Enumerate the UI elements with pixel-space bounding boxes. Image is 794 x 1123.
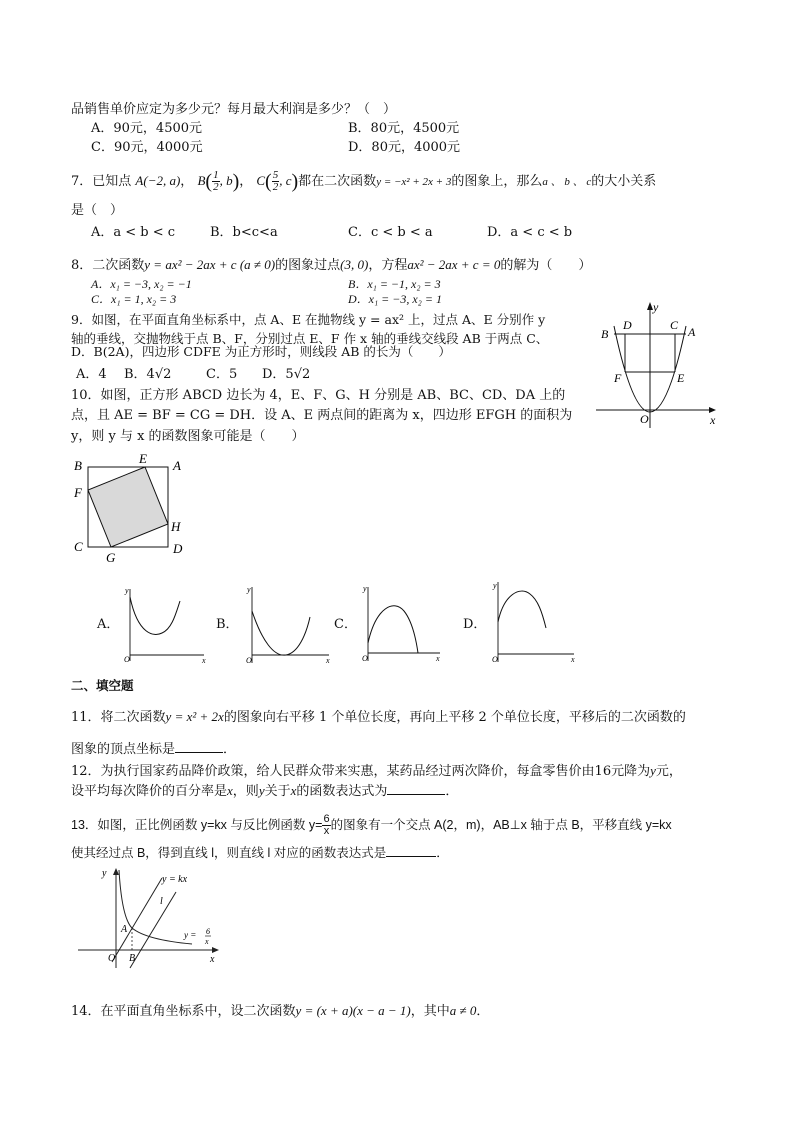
q9-line2: 轴的垂线，交抛物线于点 B、F，分别过点 E、F 作 x 轴的垂线交线段 AB 于两点 C、 — [71, 331, 549, 346]
q9-label-y: y — [653, 300, 659, 314]
q9-line1: 9．如图，在平面直角坐标系中，点 A、E 在抛物线 y = ax² 上，过点 A、E 分别作 y — [71, 312, 546, 327]
q13-line-l — [130, 892, 176, 968]
q11-stem — [71, 708, 686, 726]
q10b-y-label: y — [247, 585, 251, 594]
q13-frac — [322, 814, 330, 837]
q9-label-c: C — [670, 318, 679, 332]
q8-mid: 的图象过点 — [275, 258, 341, 273]
q10d-curve — [498, 591, 546, 628]
q7-option-c: C．c < b < a — [348, 225, 433, 240]
q14-pre: 14．在平面直角坐标系中，设二次函数 — [71, 1004, 296, 1019]
q12-end: ． — [445, 784, 459, 799]
q13-x-arrow — [212, 947, 219, 953]
q7-tail2: 的大小关系 — [591, 174, 657, 189]
q10-label-a: A — [173, 458, 181, 473]
q7-line2: 是（ ） — [71, 203, 124, 218]
q10a-x-label: x — [202, 656, 206, 665]
q9-option-d: D．5√2 — [262, 367, 311, 382]
q10c-o-label: O — [362, 654, 368, 663]
q13-y-arrow — [113, 868, 119, 875]
q8-stem — [71, 256, 591, 274]
q9-label-a: A — [688, 325, 696, 339]
q8-mid2: ，方程 — [368, 258, 408, 273]
q12-line1-end: 元， — [655, 764, 682, 779]
q10-label-g: G — [106, 550, 116, 565]
q10b-o-label: O — [246, 656, 252, 665]
q7-point-a: A(−2, a) — [135, 173, 181, 188]
q7-point-b-coord: , b — [219, 173, 233, 188]
q10-label-e: E — [139, 451, 147, 466]
q10-line3: y，则 y 与 x 的函数图象可能是（ ） — [71, 429, 305, 444]
q13-end: ． — [436, 846, 449, 860]
q6-tail: 品销售单价应定为多少元？每月最大利润是多少？（ ） — [71, 102, 397, 117]
q9-label-d: D — [623, 318, 632, 332]
q7-tail: 的图象上，那么 — [451, 174, 543, 189]
q10-inner-square — [88, 467, 168, 547]
q13-frac-num: 6 — [323, 813, 330, 825]
q13-label-xden: x — [205, 937, 209, 946]
q11-end: ． — [223, 742, 237, 757]
q9-label-x: x — [710, 413, 716, 427]
q7-frac-half-den: 2 — [213, 181, 219, 193]
q6-option-b: B．80元，4500元 — [348, 121, 460, 136]
q10d-o-label: O — [492, 655, 498, 664]
q14-cond: a ≠ 0 — [449, 1003, 477, 1018]
q10-option-a-label: A． — [97, 617, 120, 632]
q11-tail: 的图象向右平移 1 个单位长度，再向上平移 2 个单位长度，平移后的二次函数的 — [223, 710, 686, 725]
q7-point-b-label: B — [197, 173, 206, 188]
q12-line2-mid2: 关于 — [264, 784, 291, 799]
q13-tail: 的图象有一个交点 A(2，m)，AB⊥x 轴于点 B，平移直线 y=kx — [330, 817, 672, 832]
q13-label-y: y — [102, 868, 107, 879]
q6-option-c: C．90元，4000元 — [91, 140, 203, 155]
q7-num: 7．已知点 — [71, 174, 132, 189]
q7-mid: 都在二次函数 — [298, 174, 377, 189]
q12-line2-mid: ，则 — [232, 784, 259, 799]
q8-option-d: D．x₁ = −3, x₂ = 1 — [348, 292, 442, 306]
q7-vars: a 、 b 、 c — [542, 176, 592, 188]
q9-label-f: F — [614, 371, 622, 385]
q10a-o-label: O — [124, 655, 130, 664]
q7-frac-half-num: 1 — [213, 169, 219, 181]
q10-label-b: B — [74, 458, 82, 473]
q6-option-d: D．80元，4000元 — [348, 140, 461, 155]
q9-option-a: A．4 — [76, 367, 107, 382]
q12-var-x2: x — [290, 783, 297, 798]
q7-option-d: D．a < c < b — [487, 225, 573, 240]
q9-line3: D．B(2A)，四边形 CDFE 为正方形时，则线段 AB 的长为（ ） — [71, 344, 451, 359]
q12-var-x: x — [227, 783, 233, 798]
q6-option-a: A．90元，4500元 — [91, 121, 203, 136]
q7-point-c-label: C — [256, 173, 266, 188]
q14-end: ． — [476, 1004, 490, 1019]
q10a-curve — [130, 597, 180, 634]
q14-func: y = (x + a)(x − a − 1) — [295, 1003, 411, 1018]
q11-line2-text: 图象的顶点坐标是 — [71, 742, 176, 757]
q13-pre: 13．如图，正比例函数 y=kx 与反比例函数 y= — [71, 817, 323, 832]
q10-option-d-graph — [486, 578, 578, 664]
q12-line1-pre: 12．为执行国家药品降价政策，给人民群众带来实惠，某药品经过两次降价，每盒零售价由16元降为 — [71, 764, 651, 779]
q7-frac-half — [212, 170, 220, 193]
q13-label-l: l — [160, 896, 163, 907]
q13-label-six: 6 — [206, 927, 210, 936]
q8-point: (3, 0) — [340, 257, 369, 272]
q12-answer-blank[interactable] — [387, 782, 445, 795]
q7-frac-five-den: 2 — [272, 181, 279, 193]
q10-option-d-label: D． — [463, 617, 487, 632]
q13-answer-blank[interactable] — [386, 844, 436, 857]
q12-line1 — [71, 762, 682, 780]
q14-stem — [71, 1002, 489, 1020]
q9-label-b: B — [601, 327, 609, 341]
q10b-x-label: x — [326, 656, 330, 665]
q10c-y-label: y — [363, 584, 367, 593]
q7-frac-five-num: 5 — [272, 169, 279, 181]
q10-option-a-graph — [118, 583, 208, 665]
q13-frac-den: x — [323, 825, 330, 837]
q13-label-x: x — [210, 954, 215, 965]
q13-figure — [74, 864, 224, 972]
q9-option-c: C．5 — [206, 367, 238, 382]
q13-label-yeq: y = — [184, 930, 197, 940]
q9-option-b: B．4√2 — [124, 367, 172, 382]
q10-label-d: D — [173, 541, 183, 556]
q10-line2: 点，且 AE = BF = CG = DH．设 A、E 两点间的距离为 x，四边形 EFGH 的面积为 — [71, 408, 573, 423]
q9-label-o: O — [640, 412, 649, 426]
q10-line1: 10．如图，正方形 ABCD 边长为 4，E、F、G、H 分别是 AB、BC、CD、DA 上的 — [71, 388, 566, 403]
q10-option-c-label: C． — [334, 617, 357, 632]
q8-option-b: B．x₁ = −1, x₂ = 3 — [348, 277, 441, 291]
q10c-curve — [368, 606, 418, 653]
q7-point-c-coord: , c — [279, 173, 292, 188]
q10b-curve — [252, 611, 310, 655]
q8-tail: 的解为（ ） — [500, 258, 592, 273]
q10d-y-label: y — [493, 581, 497, 590]
q10-option-b-label: B． — [216, 617, 239, 632]
q7-option-a: A．a < b < c — [91, 225, 176, 240]
q8-pre: 8．二次函数 — [71, 258, 145, 273]
q7-option-b: B．b<c<a — [210, 225, 278, 240]
q9-figure — [590, 298, 720, 433]
q14-tail: ，其中 — [410, 1004, 450, 1019]
q10c-x-label: x — [436, 654, 440, 663]
q13-line2 — [71, 844, 449, 862]
q8-option-c: C．x₁ = 1, x₂ = 3 — [91, 292, 177, 306]
q10-label-c: C — [74, 539, 83, 554]
q12-var-y2: y — [258, 783, 265, 798]
q10-label-h: H — [171, 519, 181, 534]
q12-line2 — [71, 782, 458, 800]
q13-line1 — [71, 814, 672, 837]
q13-line2-text: 使其经过点 B，得到直线 l，则直线 l 对应的函数表达式是 — [71, 846, 387, 860]
q10a-y-label: y — [125, 586, 129, 595]
q7-func: y = −x² + 2x + 3 — [376, 176, 452, 188]
q10-label-f: F — [74, 485, 82, 500]
q8-option-a: A．x₁ = −3, x₂ = −1 — [91, 277, 192, 291]
q12-line2-pre: 设平均每次降价的百分率是 — [71, 784, 228, 799]
q8-eq: ax² − 2ax + c = 0 — [407, 257, 501, 272]
q11-pre: 11．将二次函数 — [71, 710, 166, 725]
q10-figure — [70, 450, 195, 568]
q13-label-b: B — [129, 953, 136, 964]
q13-line-ykx — [112, 878, 162, 962]
section-2-title: 二、填空题 — [71, 678, 134, 693]
q8-func: y = ax² − 2ax + c (a ≠ 0) — [144, 257, 276, 272]
q13-label-a: A — [121, 924, 128, 935]
q12-var-y: y — [650, 763, 656, 778]
q13-label-o: O — [108, 953, 116, 964]
q10d-x-label: x — [571, 655, 575, 664]
q10-option-c-graph — [356, 583, 446, 665]
q9-label-e: E — [677, 371, 685, 385]
q11-line2 — [71, 740, 236, 758]
q10-option-b-graph — [238, 583, 333, 667]
q13-label-ykx: y = kx — [162, 874, 188, 885]
q12-line2-tail: 的函数表达式为 — [296, 784, 388, 799]
q11-func: y = x² + 2x — [165, 709, 224, 724]
q11-answer-blank[interactable] — [175, 740, 223, 753]
q7-stem: 7．已知点 A(−2, a)， B( $\frac{1}{2}$ , b)， C( $\frac{5}{2}$ , c)都在二次函数y = −x² + 2x + 3的图象上，那么a 、 b 、 c的大小关系 — [71, 169, 657, 193]
